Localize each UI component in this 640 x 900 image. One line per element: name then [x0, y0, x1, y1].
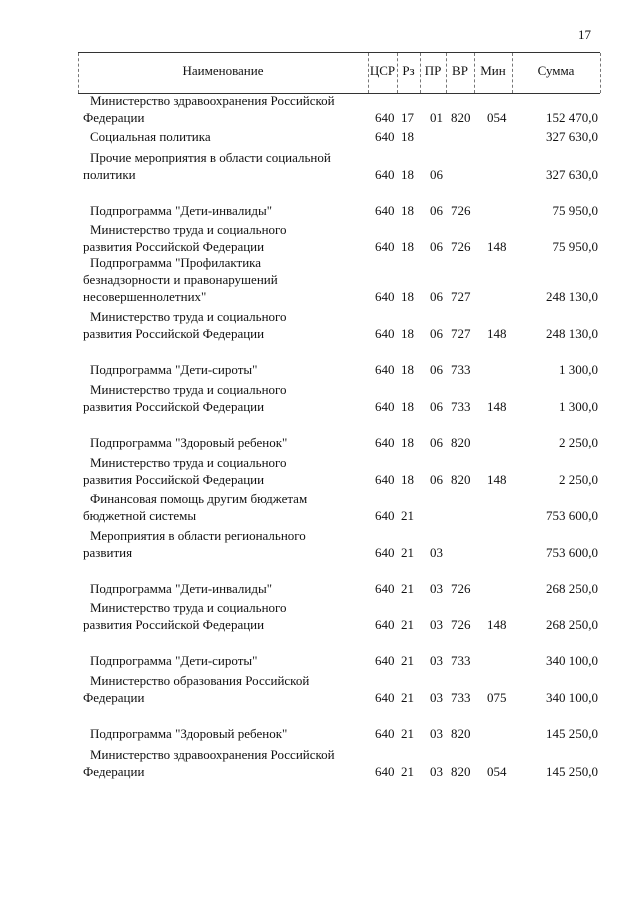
cell-sum: 753 600,0: [546, 508, 598, 523]
cell-sum: 268 250,0: [546, 617, 598, 632]
row-name-line: развития Российской Федерации: [83, 326, 265, 341]
cell-rz: 18: [401, 435, 414, 450]
cell-pr: 03: [430, 764, 443, 779]
cell-min: 148: [487, 617, 507, 632]
cell-min: 054: [487, 110, 507, 125]
cell-sum: 1 300,0: [559, 399, 598, 414]
cell-pr: 06: [430, 399, 443, 414]
cell-sum: 268 250,0: [546, 581, 598, 596]
cell-sum: 248 130,0: [546, 289, 598, 304]
cell-sum: 340 100,0: [546, 690, 598, 705]
cell-rz: 18: [401, 239, 414, 254]
row-name-line: несовершеннолетних": [83, 289, 207, 304]
cell-csr: 640: [375, 110, 395, 125]
cell-pr: 06: [430, 326, 443, 341]
cell-sum: 327 630,0: [546, 129, 598, 144]
row-name-line: Министерство здравоохранения Российской: [90, 747, 335, 762]
row-name-line: Министерство труда и социального: [90, 222, 287, 237]
header-pr: ПР: [424, 63, 442, 78]
cell-pr: 06: [430, 435, 443, 450]
cell-csr: 640: [375, 362, 395, 377]
row-name-line: развития Российской Федерации: [83, 472, 265, 487]
cell-pr: 06: [430, 289, 443, 304]
row-name-line: Социальная политика: [90, 129, 211, 144]
cell-vr: 820: [451, 110, 471, 125]
cell-csr: 640: [375, 239, 395, 254]
cell-csr: 640: [375, 399, 395, 414]
cell-min: 148: [487, 399, 507, 414]
page-number: 17: [578, 27, 591, 42]
row-name-line: Министерство здравоохранения Российской: [90, 93, 335, 108]
cell-pr: 03: [430, 617, 443, 632]
cell-csr: 640: [375, 472, 395, 487]
cell-pr: 06: [430, 239, 443, 254]
row-name-line: Министерство труда и социального: [90, 600, 287, 615]
cell-pr: 01: [430, 110, 443, 125]
cell-csr: 640: [375, 167, 395, 182]
cell-sum: 145 250,0: [546, 726, 598, 741]
cell-csr: 640: [375, 690, 395, 705]
row-name-line: Подпрограмма "Профилактика: [90, 255, 262, 270]
cell-pr: 03: [430, 653, 443, 668]
cell-vr: 733: [451, 690, 471, 705]
cell-csr: 640: [375, 289, 395, 304]
cell-rz: 18: [401, 167, 414, 182]
cell-sum: 75 950,0: [552, 239, 598, 254]
row-name-line: Федерации: [83, 110, 145, 125]
cell-csr: 640: [375, 581, 395, 596]
cell-vr: 733: [451, 399, 471, 414]
cell-rz: 21: [401, 690, 414, 705]
cell-vr: 733: [451, 362, 471, 377]
row-name-line: Подпрограмма "Дети-инвалиды": [90, 203, 273, 218]
cell-vr: 726: [451, 617, 471, 632]
row-name-line: политики: [83, 167, 136, 182]
row-name-line: безнадзорности и правонарушений: [83, 272, 278, 287]
header-name: Наименование: [182, 63, 264, 78]
cell-pr: 03: [430, 690, 443, 705]
row-name-line: Подпрограмма "Дети-сироты": [90, 653, 258, 668]
row-name-line: Мероприятия в области регионального: [90, 528, 306, 543]
row-name-line: Министерство труда и социального: [90, 382, 287, 397]
cell-rz: 18: [401, 203, 414, 218]
cell-csr: 640: [375, 617, 395, 632]
cell-sum: 75 950,0: [552, 203, 598, 218]
cell-csr: 640: [375, 764, 395, 779]
column-divider: [600, 53, 601, 93]
cell-vr: 820: [451, 764, 471, 779]
cell-rz: 21: [401, 653, 414, 668]
cell-vr: 726: [451, 581, 471, 596]
row-name-line: бюджетной системы: [83, 508, 197, 523]
cell-pr: 06: [430, 362, 443, 377]
row-name-line: Министерство труда и социального: [90, 309, 287, 324]
cell-min: 075: [487, 690, 507, 705]
cell-pr: 03: [430, 581, 443, 596]
cell-rz: 21: [401, 617, 414, 632]
row-name-line: Министерство труда и социального: [90, 455, 287, 470]
header-csr: ЦСР: [369, 63, 396, 78]
row-name-line: развития: [83, 545, 133, 560]
cell-sum: 248 130,0: [546, 326, 598, 341]
cell-pr: 06: [430, 472, 443, 487]
row-name-line: Подпрограмма "Здоровый ребенок": [90, 435, 288, 450]
header-sum: Сумма: [537, 63, 575, 78]
cell-vr: 726: [451, 203, 471, 218]
header-vr: ВР: [452, 63, 468, 78]
row-name-line: Министерство образования Российской: [90, 673, 310, 688]
cell-rz: 18: [401, 289, 414, 304]
row-name-line: развития Российской Федерации: [83, 399, 265, 414]
cell-csr: 640: [375, 435, 395, 450]
cell-vr: 820: [451, 472, 471, 487]
cell-sum: 145 250,0: [546, 764, 598, 779]
table-top-border: [78, 52, 600, 53]
cell-min: 148: [487, 326, 507, 341]
cell-rz: 21: [401, 581, 414, 596]
cell-csr: 640: [375, 326, 395, 341]
cell-csr: 640: [375, 203, 395, 218]
cell-sum: 2 250,0: [559, 472, 598, 487]
cell-sum: 1 300,0: [559, 362, 598, 377]
cell-pr: 06: [430, 203, 443, 218]
cell-min: 148: [487, 472, 507, 487]
row-name-line: Прочие мероприятия в области социальной: [90, 150, 331, 165]
cell-rz: 21: [401, 508, 414, 523]
cell-vr: 727: [451, 326, 471, 341]
cell-sum: 327 630,0: [546, 167, 598, 182]
cell-rz: 18: [401, 472, 414, 487]
cell-sum: 152 470,0: [546, 110, 598, 125]
cell-csr: 640: [375, 653, 395, 668]
cell-pr: 03: [430, 545, 443, 560]
cell-rz: 18: [401, 362, 414, 377]
row-name-line: развития Российской Федерации: [83, 239, 265, 254]
cell-csr: 640: [375, 129, 395, 144]
cell-vr: 820: [451, 726, 471, 741]
cell-pr: 03: [430, 726, 443, 741]
cell-csr: 640: [375, 726, 395, 741]
cell-rz: 18: [401, 399, 414, 414]
cell-pr: 06: [430, 167, 443, 182]
row-name-line: Подпрограмма "Дети-инвалиды": [90, 581, 273, 596]
cell-rz: 21: [401, 764, 414, 779]
row-name-line: Подпрограмма "Дети-сироты": [90, 362, 258, 377]
cell-vr: 726: [451, 239, 471, 254]
header-min: Мин: [480, 63, 506, 78]
cell-csr: 640: [375, 545, 395, 560]
cell-min: 148: [487, 239, 507, 254]
row-name-line: развития Российской Федерации: [83, 617, 265, 632]
cell-sum: 340 100,0: [546, 653, 598, 668]
cell-csr: 640: [375, 508, 395, 523]
cell-rz: 21: [401, 726, 414, 741]
cell-min: 054: [487, 764, 507, 779]
cell-vr: 727: [451, 289, 471, 304]
row-name-line: Федерации: [83, 764, 145, 779]
cell-sum: 753 600,0: [546, 545, 598, 560]
cell-vr: 733: [451, 653, 471, 668]
row-name-line: Финансовая помощь другим бюджетам: [90, 491, 308, 506]
cell-sum: 2 250,0: [559, 435, 598, 450]
cell-rz: 17: [401, 110, 414, 125]
row-name-line: Подпрограмма "Здоровый ребенок": [90, 726, 288, 741]
header-rz: Рз: [402, 63, 415, 78]
cell-vr: 820: [451, 435, 471, 450]
row-name-line: Федерации: [83, 690, 145, 705]
cell-rz: 21: [401, 545, 414, 560]
cell-rz: 18: [401, 326, 414, 341]
cell-rz: 18: [401, 129, 414, 144]
